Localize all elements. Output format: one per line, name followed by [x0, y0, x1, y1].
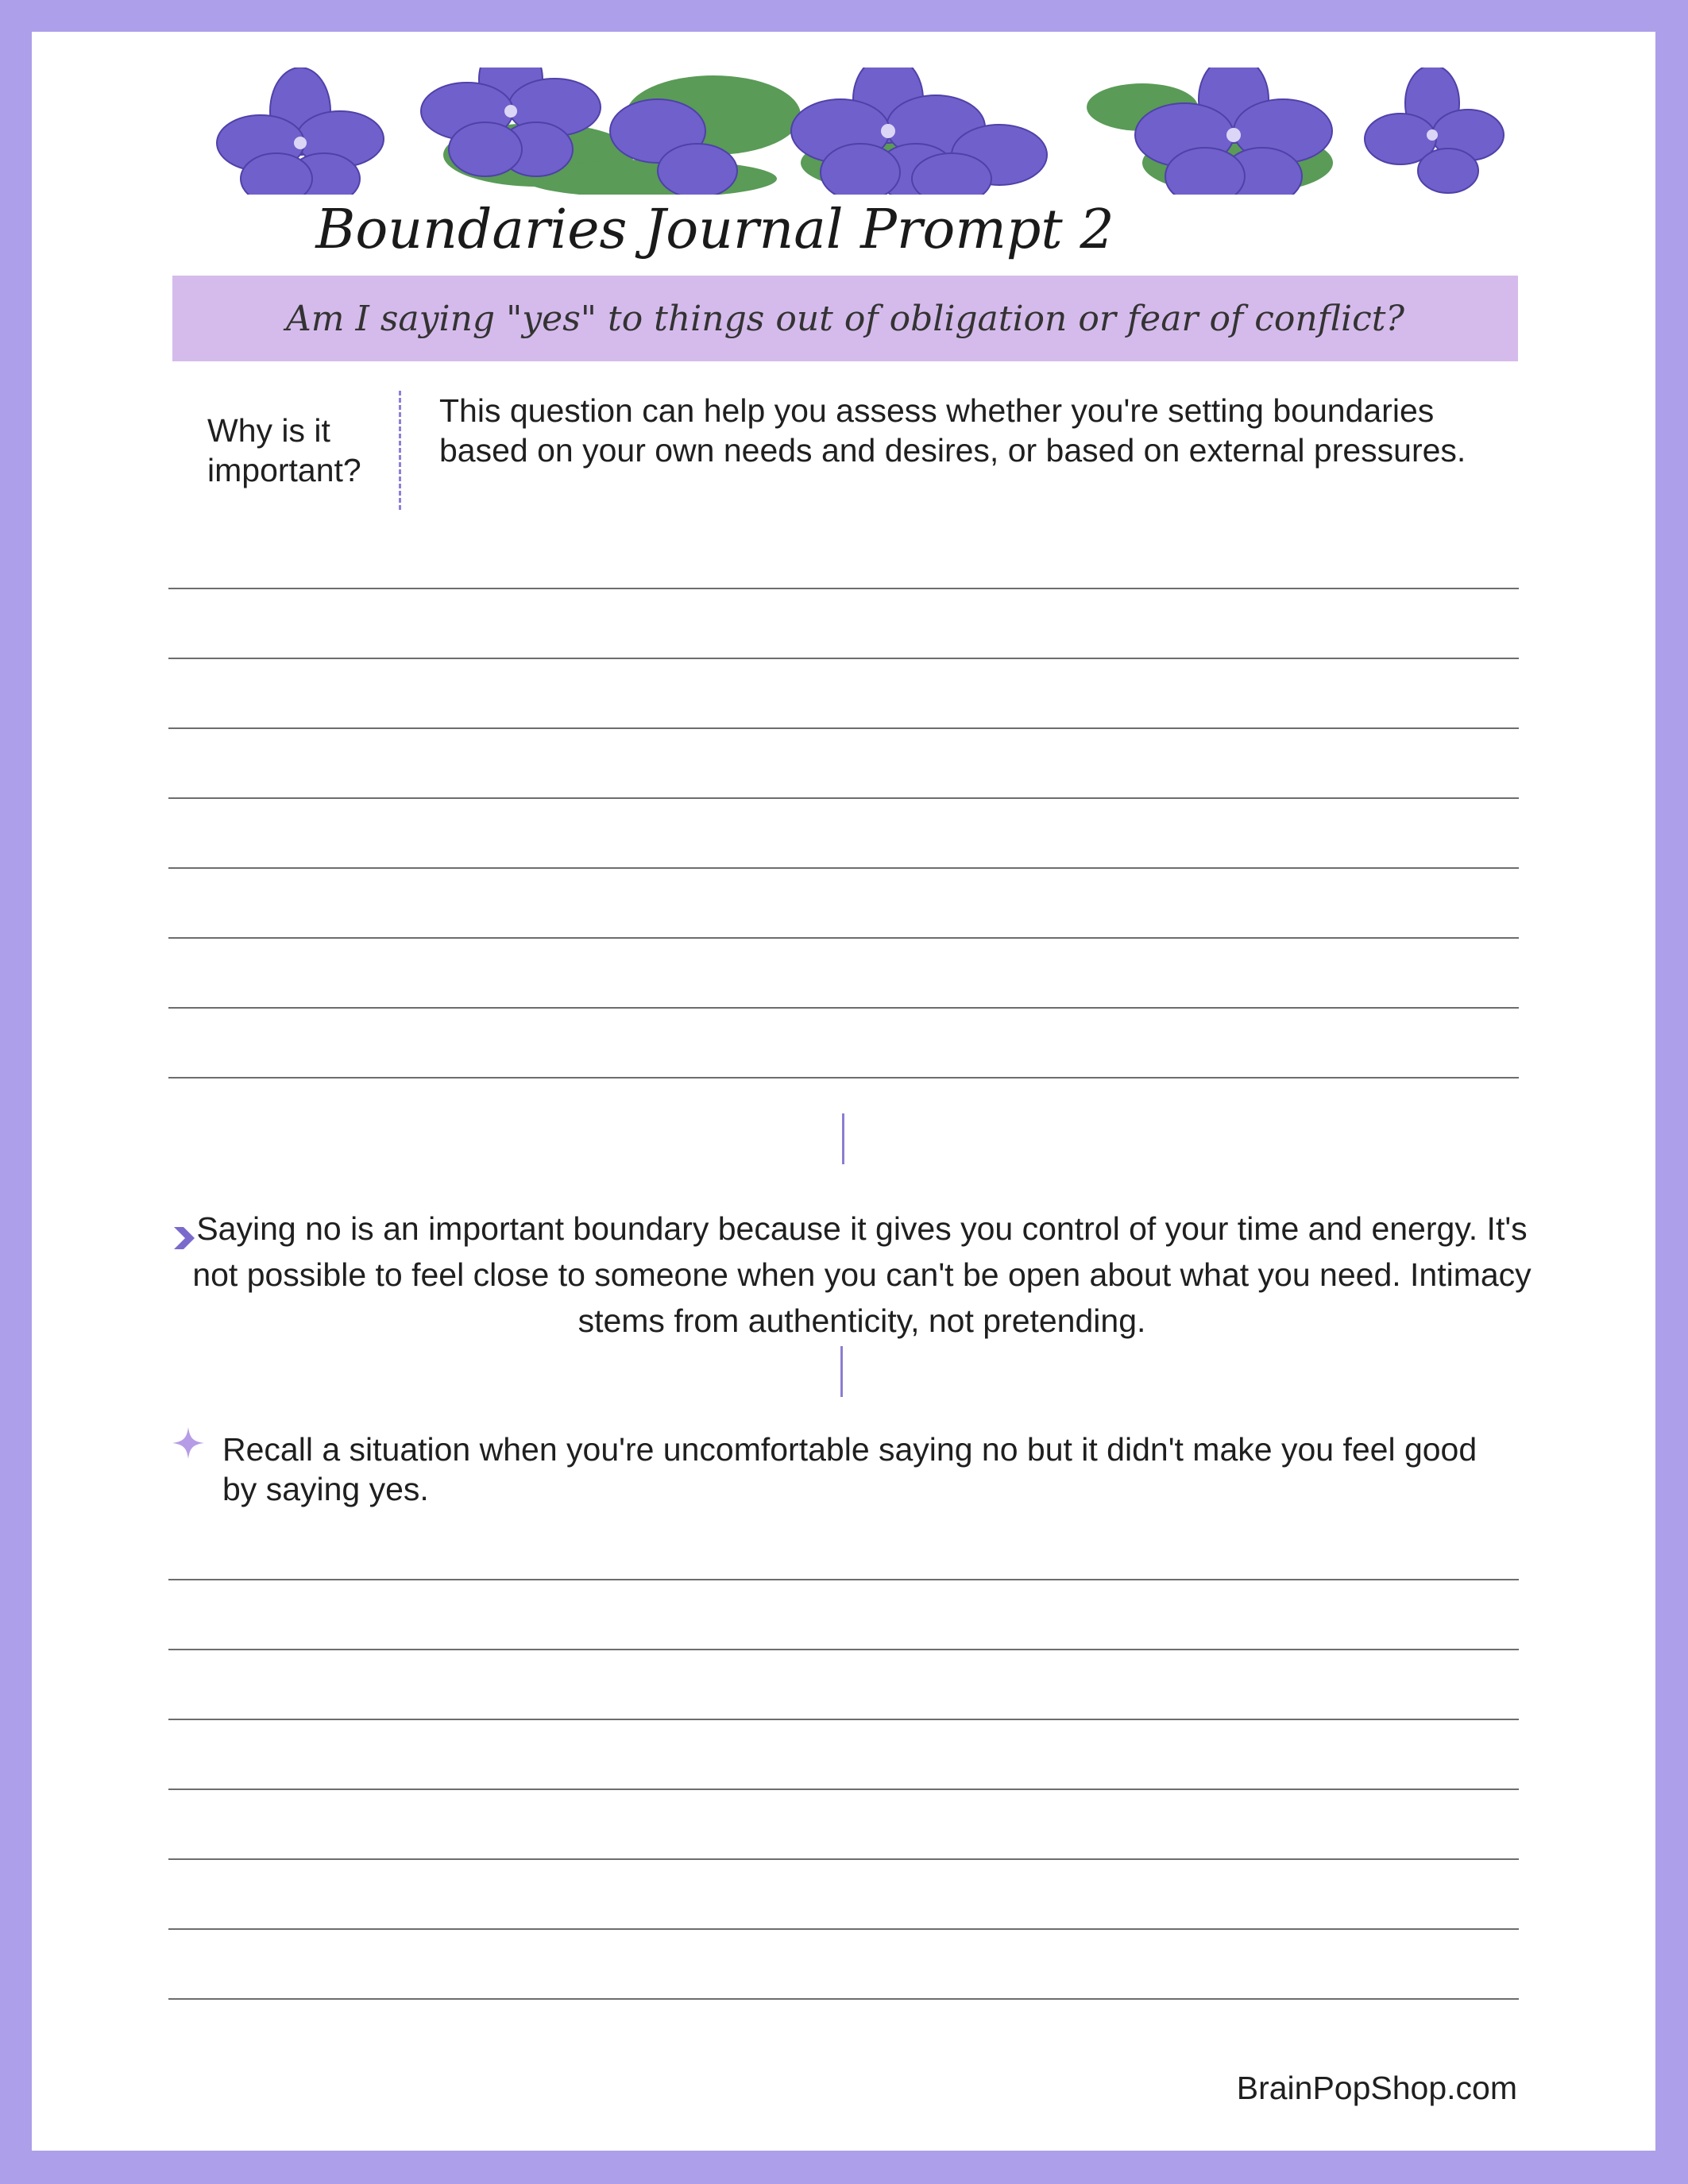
writing-line[interactable]	[168, 658, 1519, 659]
why-important-text: This question can help you assess whether you're setting boundaries based on your own needs and desires, or based on external pressures.	[439, 392, 1466, 469]
writing-line[interactable]	[168, 797, 1519, 799]
writing-line[interactable]	[168, 1077, 1519, 1078]
dashed-divider	[399, 391, 401, 510]
page-title: Boundaries Journal Prompt 2	[315, 199, 1114, 261]
writing-line[interactable]	[168, 1719, 1519, 1720]
writing-line[interactable]	[168, 937, 1519, 939]
writing-line[interactable]	[168, 1788, 1519, 1790]
tip-paragraph: Saying no is an important boundary because it gives you control of your time and energy. It's not possible to feel close to someone when you can't be open about what you need. Intimacy stems from authenticity, not pretending.	[192, 1210, 1532, 1339]
writing-lines-1[interactable]	[168, 588, 1519, 1112]
writing-line[interactable]	[168, 1928, 1519, 1930]
writing-line[interactable]	[168, 727, 1519, 729]
writing-line[interactable]	[168, 1858, 1519, 1860]
writing-line[interactable]	[168, 588, 1519, 589]
why-important-label	[207, 411, 382, 490]
journal-question: Am I saying "yes" to things out of obligation or fear of conflict?	[285, 298, 1405, 339]
writing-line[interactable]	[168, 867, 1519, 869]
reflection-prompt: Recall a situation when you're uncomfortable saying no but it didn't make you feel good by saying yes.	[222, 1431, 1477, 1507]
bellflower-illustration	[205, 68, 1508, 195]
writing-line[interactable]	[168, 1579, 1519, 1580]
section-divider	[840, 1346, 843, 1397]
section-divider	[842, 1113, 844, 1164]
writing-line[interactable]	[168, 1007, 1519, 1009]
flower-banner	[205, 68, 1508, 195]
sparkle-icon	[171, 1426, 206, 1461]
footer-website: BrainPopShop.com	[1236, 2070, 1517, 2106]
writing-lines-2[interactable]	[168, 1579, 1519, 2039]
journal-page	[32, 32, 1655, 2151]
question-banner	[172, 276, 1518, 361]
why-label-line-1: Why is it	[207, 412, 330, 449]
writing-line[interactable]	[168, 1998, 1519, 2000]
why-label-line-2: important?	[207, 452, 361, 488]
writing-line[interactable]	[168, 1649, 1519, 1650]
